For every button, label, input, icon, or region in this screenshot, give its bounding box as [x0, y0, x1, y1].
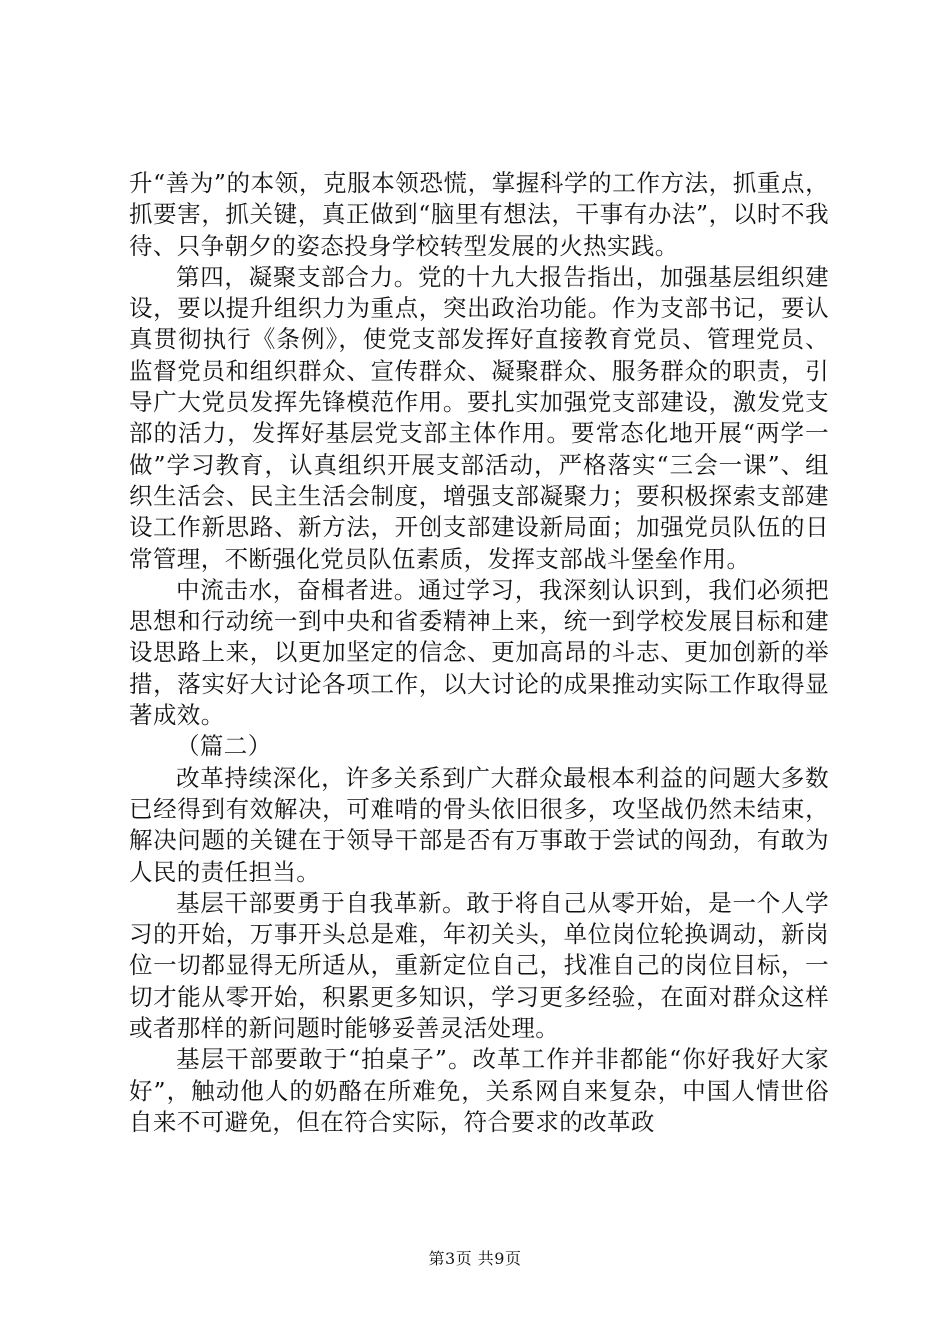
- paragraph-5: 基层干部要勇于自我革新。敢于将自己从零开始，是一个人学习的开始，万事开头总是难，年初关头，单位岗位轮换调动，新岗位一切都显得无所适从，重新定位自己，找准自己的岗位目标，一切才能从零开始，积累更多知识，学习更多经验，在面对群众这样或者那样的新问题时能够妥善灵活处理。: [129, 888, 829, 1043]
- page-footer: 第3页 共9页: [428, 1249, 522, 1268]
- paragraph-3: 中流击水，奋楫者进。通过学习，我深刻认识到，我们必须把思想和行动统一到中央和省委精神上来，统一到学校发展目标和建设思路上来，以更加坚定的信念、更加高昂的斗志、更加创新的举措，落实好大讨论各项工作，以大讨论的成果推动实际工作取得显著成效。: [129, 575, 829, 730]
- section-heading: （篇二）: [176, 732, 272, 761]
- paragraph-4: 改革持续深化，许多关系到广大群众最根本利益的问题大多数已经得到有效解决，可难啃的骨头依旧很多，攻坚战仍然未结束，解决问题的关键在于领导干部是否有万事敢于尝试的闯劲，有敢为人民的责任担当。: [129, 763, 829, 886]
- paragraph-6: 基层干部要敢于“拍桌子”。改革工作并非都能“你好我好大家好”，触动他人的奶酪在所难免，关系网自来复杂，中国人情世俗自来不可避免，但在符合实际，符合要求的改革政: [129, 1045, 829, 1136]
- paragraph-2: 第四，凝聚支部合力。党的十九大报告指出，加强基层组织建设，要以提升组织力为重点，突出政治功能。作为支部书记，要认真贯彻执行《条例》，使党支部发挥好直接教育党员、管理党员、监督党员和组织群众、宣传群众、凝聚群众、服务群众的职责，引导广大党员发挥先锋模范作用。要扎实加强党支部建设，激发党支部的活力，发挥好基层党支部主体作用。要常态化地开展“两学一做”学习教育，认真组织开展支部活动，严格落实“三会一课”、组织生活会、民主生活会制度，增强支部凝聚力；要积极探索支部建设工作新思路、新方法，开创支部建设新局面；加强党员队伍的日常管理，不断强化党员队伍素质，发挥支部战斗堡垒作用。: [129, 262, 829, 573]
- document-body: [129, 168, 829, 1138]
- paragraph-1: 升“善为”的本领，克服本领恐慌，掌握科学的工作方法，抓重点，抓要害，抓关键，真正做到“脑里有想法，干事有办法”，以时不我待、只争朝夕的姿态投身学校转型发展的火热实践。: [129, 169, 829, 260]
